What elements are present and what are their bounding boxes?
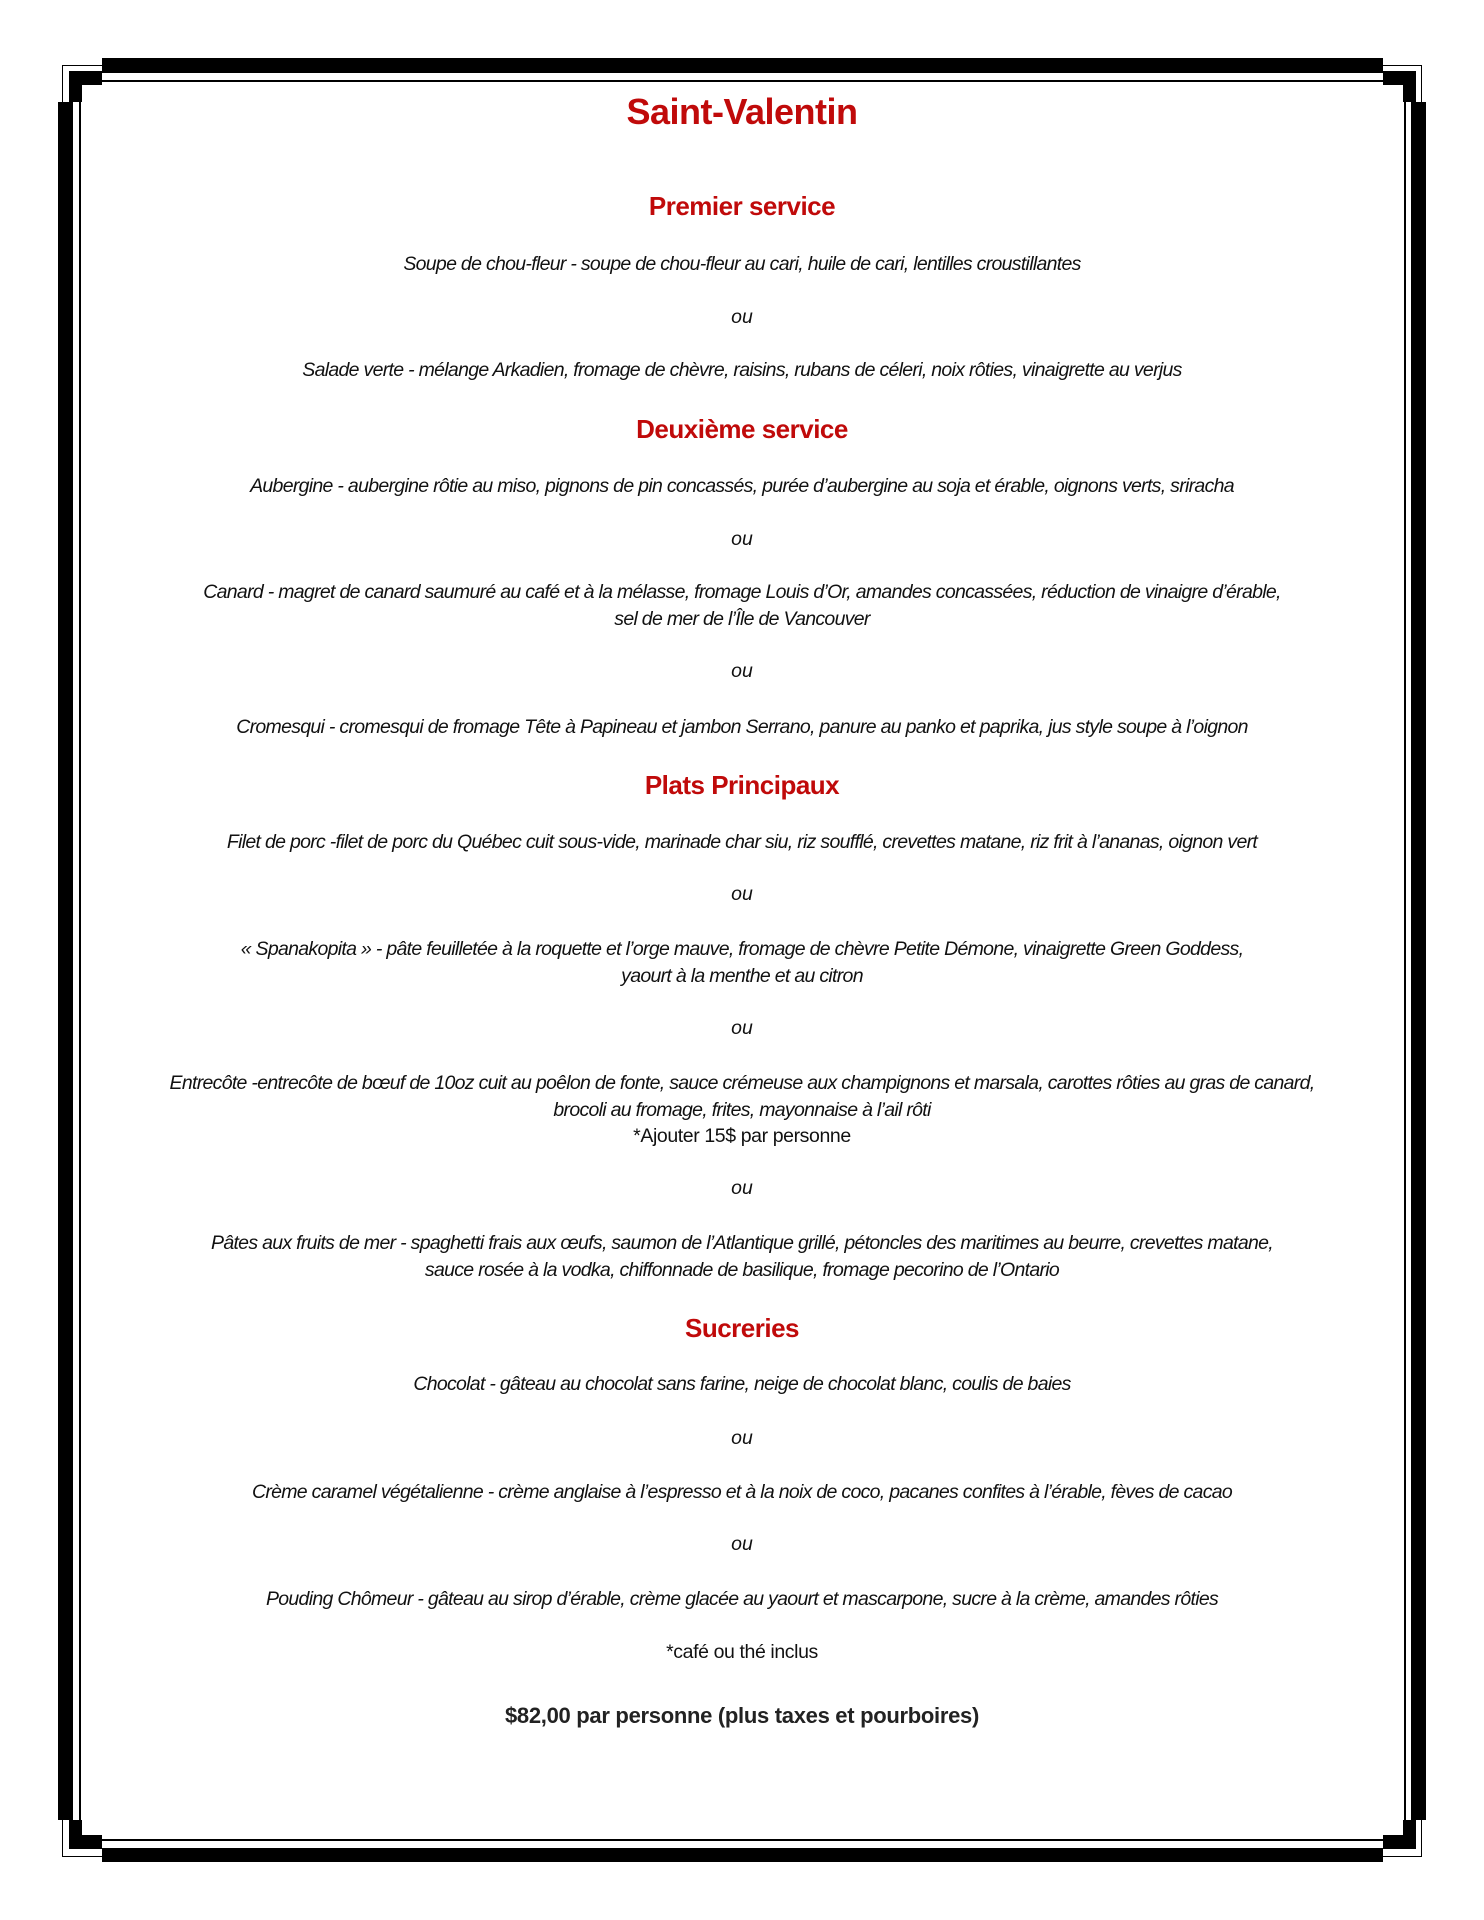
page-title: Saint-Valentin bbox=[626, 91, 858, 132]
or-separator: ou bbox=[731, 306, 753, 328]
menu-item-canard: Canard - magret de canard saumuré au café et à la mélasse, fromage Louis d’Or, amandes concassées, réduction de vinaigre d’érable, bbox=[203, 581, 1281, 603]
menu-item-entrecote: Entrecôte -entrecôte de bœuf de 10oz cuit au poêlon de fonte, sauce crémeuse aux champignons et marsala, carottes rôties au gras de canard, bbox=[169, 1072, 1315, 1094]
or-separator: ou bbox=[731, 883, 753, 905]
menu-item-soupe: Soupe de chou-fleur - soupe de chou-fleur au cari, huile de cari, lentilles croustillantes bbox=[403, 253, 1081, 275]
entrecote-supplement-note: *Ajouter 15$ par personne bbox=[633, 1125, 851, 1147]
menu-item-pouding-chomeur: Pouding Chômeur - gâteau au sirop d’érable, crème glacée au yaourt et mascarpone, sucre à la crème, amandes rôties bbox=[265, 1588, 1219, 1610]
or-separator: ou bbox=[731, 1533, 753, 1555]
section-heading-premier-service: Premier service bbox=[648, 191, 836, 221]
menu-item-creme-caramel: Crème caramel végétalienne - crème anglaise à l’espresso et à la noix de coco, pacanes confites à l’érable, fèves de cacao bbox=[251, 1481, 1233, 1503]
or-separator: ou bbox=[731, 660, 753, 682]
menu-item-filet-de-porc: Filet de porc -filet de porc du Québec cuit sous-vide, marinade char siu, riz soufflé, crevettes matane, riz frit à l’ananas, oignon vert bbox=[226, 831, 1258, 853]
menu-item-aubergine: Aubergine - aubergine rôtie au miso, pignons de pin concassés, purée d’aubergine au soja et érable, oignons verts, sriracha bbox=[250, 475, 1234, 497]
menu-item-pates-line2: sauce rosée à la vodka, chiffonnade de basilique, fromage pecorino de l’Ontario bbox=[424, 1259, 1060, 1281]
section-heading-plats-principaux: Plats Principaux bbox=[644, 770, 840, 800]
menu-item-salade: Salade verte - mélange Arkadien, fromage de chèvre, raisins, rubans de céleri, noix rôties, vinaigrette au verjus bbox=[302, 359, 1182, 381]
section-heading-sucreries: Sucreries bbox=[684, 1313, 800, 1343]
or-separator: ou bbox=[731, 1177, 753, 1199]
or-separator: ou bbox=[731, 528, 753, 550]
menu-item-cromesqui: Cromesqui - cromesqui de fromage Tête à Papineau et jambon Serrano, panure au panko et paprika, jus style soupe à l’oignon bbox=[236, 716, 1248, 738]
menu-item-entrecote-line2: brocoli au fromage, frites, mayonnaise à l’ail rôti bbox=[553, 1099, 931, 1121]
menu-item-chocolat: Chocolat - gâteau au chocolat sans farine, neige de chocolat blanc, coulis de baies bbox=[413, 1373, 1071, 1395]
or-separator: ou bbox=[731, 1017, 753, 1039]
menu-item-spanakopita-line2: yaourt à la menthe et au citron bbox=[621, 965, 863, 987]
or-separator: ou bbox=[731, 1427, 753, 1449]
menu-item-spanakopita: « Spanakopita » - pâte feuilletée à la roquette et l’orge mauve, fromage de chèvre Petite Démone, vinaigrette Green Goddess, bbox=[240, 938, 1244, 960]
menu-item-pates: Pâtes aux fruits de mer - spaghetti frais aux œufs, saumon de l’Atlantique grillé, pétoncles des maritimes au beurre, crevettes matane, bbox=[211, 1232, 1273, 1254]
section-heading-deuxieme-service: Deuxième service bbox=[636, 414, 848, 444]
included-note: *café ou thé inclus bbox=[666, 1641, 818, 1663]
menu-item-canard-line2: sel de mer de l’Île de Vancouver bbox=[614, 608, 870, 630]
price-per-person: $82,00 par personne (plus taxes et pourboires) bbox=[504, 1703, 980, 1728]
